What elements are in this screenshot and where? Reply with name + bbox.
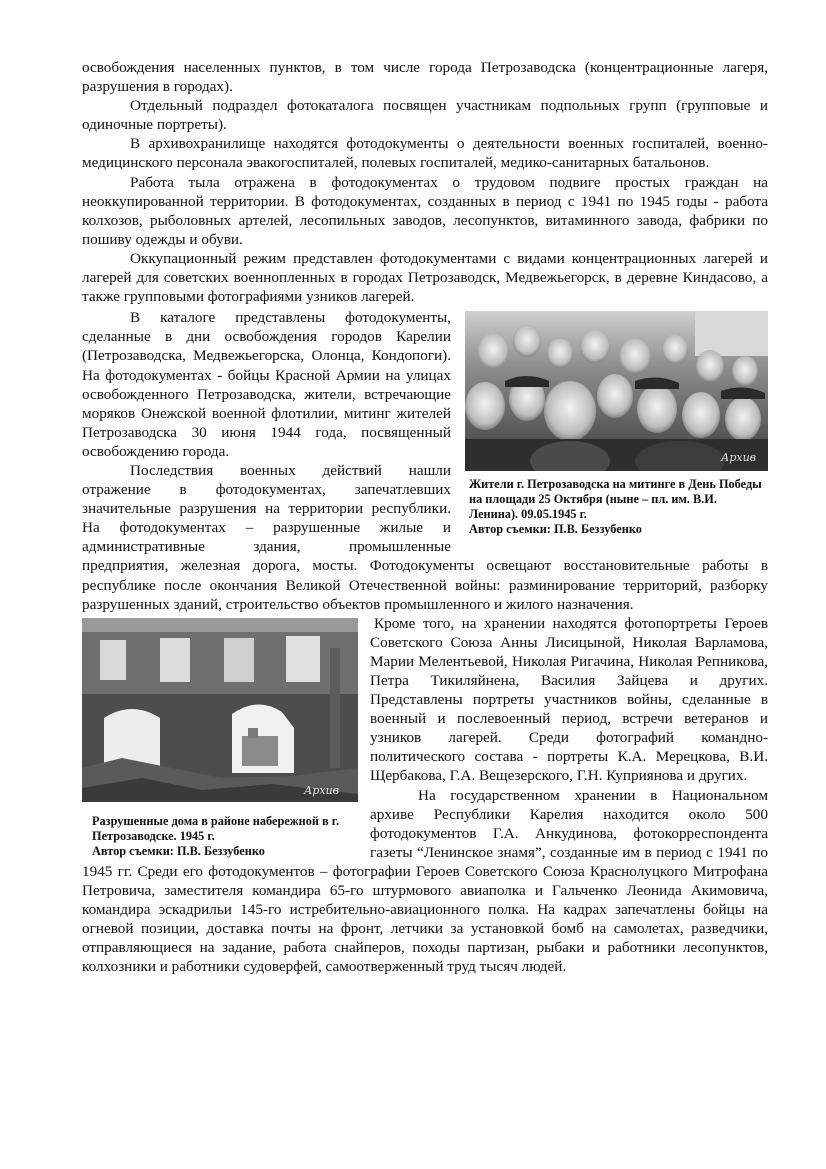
paragraph: освобождения населенных пунктов, в том числе города Петрозаводска (концентрационные лагеря, разрушения в городах). — [82, 59, 768, 96]
photo-victory-day-rally — [465, 311, 768, 471]
figure-caption — [465, 477, 768, 537]
paragraph: Отдельный подраздел фотокаталога посвящен участникам подпольных групп (групповые и одиночные портреты). — [82, 97, 768, 134]
paragraph: В архивохранилище находятся фотодокументы о деятельности военных госпиталей, военно-медицинского персонала эвакогоспиталей, полевых госпиталей, медико-санитарных батальонов. — [82, 135, 768, 172]
paragraph: На государственном хранении в Национальном архиве Республики Карелия находится около 500 фотодокументов Г.А. Анкудинова, фотокорреспондента газеты “Ленинское знамя”, созданные им в период с 1941 по 1945 гг. Среди его фотодокументов – фотографии Героев Советского Союза Краснолуцкого Митрофана Петровича, заместителя командира 65-го штурмового авиаполка и Гальченко Леонида Акимовича, командира эскадрильи 145-го истребительно-авиационного полка. На кадрах запечатлены бойцы на огневой позиции, доставка почты на фронт, летчики за установкой бомб на самолетах, разведчики, отправляющиеся на задание, работа снайперов, походы партизан, рыбаки и работники лесопунктов, колхозники и работники судоверфей, самоотверженный труд тысяч людей. — [82, 786, 768, 976]
crowd-photo-image — [465, 311, 768, 471]
ruins-photo-image — [82, 618, 358, 802]
caption-author: Автор съемки: П.В. Беззубенко — [92, 843, 265, 858]
paragraph: Кроме того, на хранении находятся фотопортреты Героев Советского Союза Анны Лисицыной, Николая Варламова, Марии Мелентьевой, Николая Ригачина, Николая Репникова, Петра Тикиляйнена, Василия Зайцева и других. Представлены портреты участников войны, сделанные в военный и послевоенный период, встречи ветеранов и узников лагерей. Среди фотографий командно-политического состава - портреты К.А. Мерецкова, В.И. Щербакова, Г.А. Вещезерского, Г.Н. Куприянова и других. — [370, 614, 768, 785]
caption-description: Разрушенные дома в районе набережной в г. Петрозаводске. 1945 г. — [92, 813, 340, 843]
figure-destroyed-houses — [82, 618, 358, 859]
paragraph: В каталоге представлены фотодокументы, сделанные в дни освобождения городов Карелии (Петрозаводска, Медвежьегорска, Олонца, Кондопоги). На фотодокументах - бойцы Красной Армии на улицах освобожденного Петрозаводска, жители, встречающие моряков Онежской военной флотилии, митинг жителей Петрозаводска 30 июня 1944 года, посвященный освобождению города. — [82, 309, 451, 460]
figure-victory-day-rally — [465, 311, 768, 537]
document-page — [82, 58, 768, 977]
paragraph: Последствия военных действий нашли отражение в фотодокументах, запечатлевших значительные разрушения на территории республики. На фотодокументах – разрушенные жилые и административные здания, промышленные предприятия, железная дорога, мосты. Фотодокументы освещают восстановительные работы в республике после окончания Великой Отечественной войны: разминирование территорий, разборку разрушенных зданий, строительство объектов промышленного и жилого назначения. — [82, 461, 768, 613]
paragraph: Оккупационный режим представлен фотодокументами с видами концентрационных лагерей и лагерей для советских военнопленных в городах Петрозаводск, Медвежьегорск, в деревне Киндасово, а также групповыми фотографиями узников лагерей. — [82, 249, 768, 306]
caption-description: Жители г. Петрозаводска на митинге в День Победы на площади 25 Октября (ныне – пл. им. В.И. Ленина). 09.05.1945 г. — [469, 477, 762, 522]
paragraph: Работа тыла отражена в фотодокументах о трудовом подвиге простых граждан на неоккупированной территории. В фотодокументах, созданных в период с 1941 по 1945 годы - работа колхозов, рыболовных артелей, лесопильных заводов, лесопунктов, витаминного завода, фабрики по пошиву одежды и обуви. — [82, 173, 768, 248]
archive-watermark: Архив — [304, 783, 340, 797]
figure-caption — [82, 814, 358, 859]
archive-watermark: Архив — [721, 451, 757, 465]
photo-destroyed-houses — [82, 618, 358, 802]
caption-author: Автор съемки: П.В. Беззубенко — [469, 522, 642, 537]
